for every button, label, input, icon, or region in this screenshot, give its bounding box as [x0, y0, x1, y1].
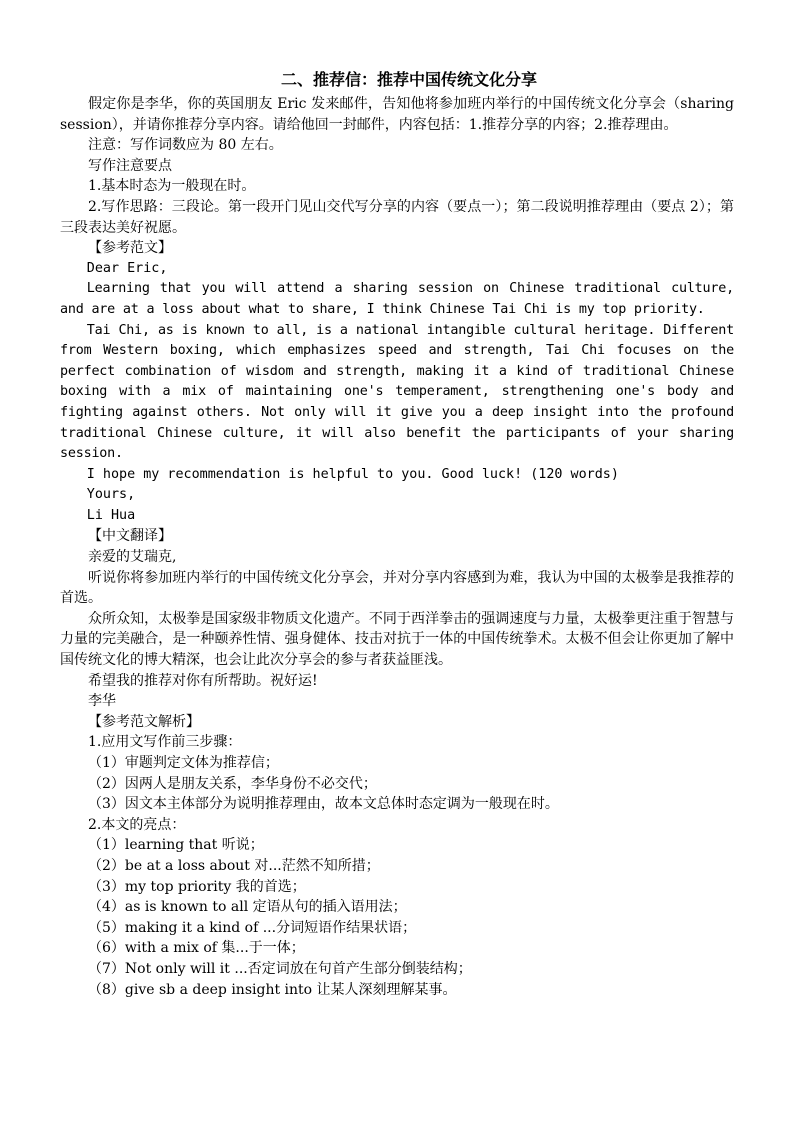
analysis-highlight: （4）as is known to all 定语从句的插入语用法； [88, 899, 407, 916]
analysis-highlight: （6）with a mix of 集...于一体； [88, 940, 305, 957]
analysis-heading: 【参考范文解析】 [88, 713, 200, 730]
tips-heading: 写作注意要点 [88, 157, 172, 174]
analysis-highlight: （5）making it a kind of ...分词短语作结果状语； [88, 919, 417, 936]
translation-paragraph: 众所众知，太极拳是国家级非物质文化遗产。不同于西洋拳击的强调速度与力量，太极拳更注重于智慧与力量的完美融合，是一种颐养性情、强身健体、技击对抗于一体的中国传统拳术。太极不但会让你更加了解中国传统文化的博大精深，也会让此次分享会的参与者获益匪浅。 [60, 610, 734, 669]
analysis-highlights-title: 2.本文的亮点： [88, 816, 186, 833]
sample-signature: Li Hua [86, 507, 136, 523]
translation-heading: 【中文翻译】 [88, 528, 172, 545]
analysis-highlight: （8）give sb a deep insight into 让某人深刻理解某事。 [88, 981, 457, 998]
translation-paragraph: 听说你将参加班内举行的中国传统文化分享会，并对分享内容感到为难，我认为中国的太极拳是我推荐的首选。 [60, 569, 734, 607]
analysis-highlight: （1）learning that 听说； [88, 837, 264, 854]
tip-item: 1.基本时态为一般现在时。 [88, 178, 256, 195]
analysis-highlight: （7）Not only will it ...否定词放在句首产生部分倒装结构； [88, 960, 472, 977]
task-prompt: 假定你是李华，你的英国朋友 Eric 发来邮件，告知他将参加班内举行的中国传统文化分享会（sharing session），并请你推荐分享内容。请给他回一封邮件，内容包括：1.推荐分享的内容；2.推荐理由。 [60, 96, 734, 133]
translation-greeting: 亲爱的艾瑞克, [88, 549, 177, 566]
analysis-step: （1）审题判定文体为推荐信； [88, 755, 279, 771]
sample-closing: Yours, [86, 487, 136, 503]
analysis-highlight: （2）be at a loss about 对...茫然不知所措； [88, 857, 380, 874]
analysis-steps-title: 1.应用文写作前三步骤： [88, 734, 242, 751]
task-note: 注意：写作词数应为 80 左右。 [88, 137, 283, 154]
translation-paragraph: 希望我的推荐对你有所帮助。祝好运! [88, 672, 318, 689]
sample-paragraph: I hope my recommendation is helpful to you. Good luck! (120 words) [86, 466, 619, 482]
tip-item: 2.写作思路：三段论。第一段开门见山交代写分享的内容（要点一）；第二段说明推荐理由（要点 2）；第三段表达美好祝愿。 [60, 198, 734, 236]
document-page [60, 68, 734, 1000]
sample-paragraph: Tai Chi, as is known to all, is a national intangible cultural heritage. Different from Western boxing, which emphasizes speed and strength, Tai Chi focuses on the perfect combination of wisdom and strength, making it a kind of traditional Chinese boxing with a mix of maintaining one's temperament, strengthening one's body and fighting against others. Not only will it give you a deep insight into the profound traditional Chinese culture, it will also benefit the participants of your sharing session. [60, 322, 734, 462]
translation-signature: 李华 [88, 693, 116, 710]
analysis-step: （2）因两人是朋友关系，李华身份不必交代； [88, 775, 377, 792]
document-title: 二、推荐信：推荐中国传统文化分享 [280, 70, 537, 89]
analysis-highlight: （3）my top priority 我的首选； [88, 878, 306, 895]
sample-paragraph: Learning that you will attend a sharing session on Chinese traditional culture, and are at a loss about what to share, I think Chinese Tai Chi is my top priority. [60, 281, 734, 317]
sample-heading: 【参考范文】 [88, 240, 172, 257]
sample-greeting: Dear Eric, [86, 260, 168, 276]
analysis-step: （3）因文本主体部分为说明推荐理由，故本文总体时态定调为一般现在时。 [88, 796, 559, 813]
